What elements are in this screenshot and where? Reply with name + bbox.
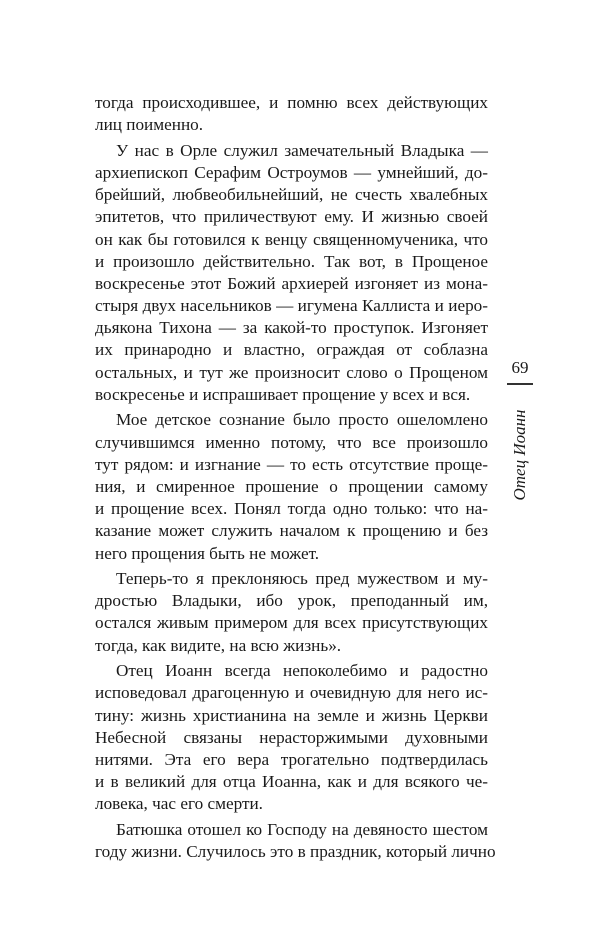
text-line: У нас в Орле служил замечательный Владыка — [116,140,488,160]
paragraph [95,409,488,564]
text-line: дьякона Тихона — за какой-то проступок. Изгоняет [95,318,488,338]
text-line: тут рядом: и изгнание — то есть отсутствие проще- [95,454,488,474]
text-line: их принародно и властно, ограждая от соблазна [95,340,488,360]
text-line: он как бы готовился к венцу священномученика, что [95,229,488,249]
text-line: тогда, как видите, на всю жизнь». [95,635,342,655]
text-line: и произошло действительно. Так вот, в Прощеное [95,251,488,271]
paragraph [95,568,488,657]
text-line: казание может служить началом к прощению и без [95,521,488,541]
text-line: Мое детское сознание было просто ошеломлено [116,410,488,430]
text-line: тогда происходившее, и помню всех действующих [95,93,488,112]
running-title: Отец Иоанн [510,409,529,501]
paragraph [95,140,488,406]
text-line: Небесной связаны нерасторжимыми духовными [95,727,488,747]
paragraph [95,660,488,815]
page-number: 69 [511,358,529,377]
text-line: году жизни. Случилось это в праздник, который лично [95,842,496,862]
text-line: и в великий для отца Иоанна, как и для всякого че- [95,772,488,792]
text-line: стыря двух насельников — игумена Каллиста и иеро- [95,296,488,316]
paragraph [95,92,488,136]
text-line: остался живым примером для всех присутствующих [95,613,488,633]
text-line: Батюшка отошел ко Господу на девяносто шестом [116,819,488,839]
text-line: воскресенье этот Божий архиерей изгоняет из мона- [95,273,488,293]
text-line: брейший, любвеобильнейший, не счесть хвалебных [95,185,488,205]
text-line: остальных, и тут же произносит слово о Прощеном [95,362,488,382]
page-number-rule [507,383,533,385]
text-line: Теперь-то я преклоняюсь пред мужеством и му- [116,569,488,589]
text-line: нитями. Эта его вера трогательно подтвердилась [95,750,488,769]
text-line: случившимся именно потому, что все произошло [95,432,488,452]
text-line: воскресенье и испрашивает прощение у всех и вся. [95,384,471,404]
text-line: ния, и смиренное прошение о прощении самому [95,476,488,496]
text-line: исповедовал драгоценную и очевидную для него ис- [95,683,488,703]
text-line: и прощение всех. Понял тогда одно только: что на- [95,499,488,519]
text-line: Отец Иоанн всегда непоколебимо и радостно [116,661,488,681]
text-line: него прощения быть не может. [95,543,320,563]
text-line: эпитетов, что приличествуют ему. И жизнью своей [95,207,488,227]
text-line: ловека, час его смерти. [95,794,263,814]
text-line: архиепископ Серафим Остроумов — умнейший, до- [95,162,488,182]
text-line: дростью Владыки, ибо урок, преподанный им, [95,591,488,611]
paragraph [95,819,496,863]
text-line: тину: жизнь христианина на земле и жизнь Церкви [95,705,488,725]
body-text [95,92,496,863]
text-line: лиц поименно. [95,115,204,135]
